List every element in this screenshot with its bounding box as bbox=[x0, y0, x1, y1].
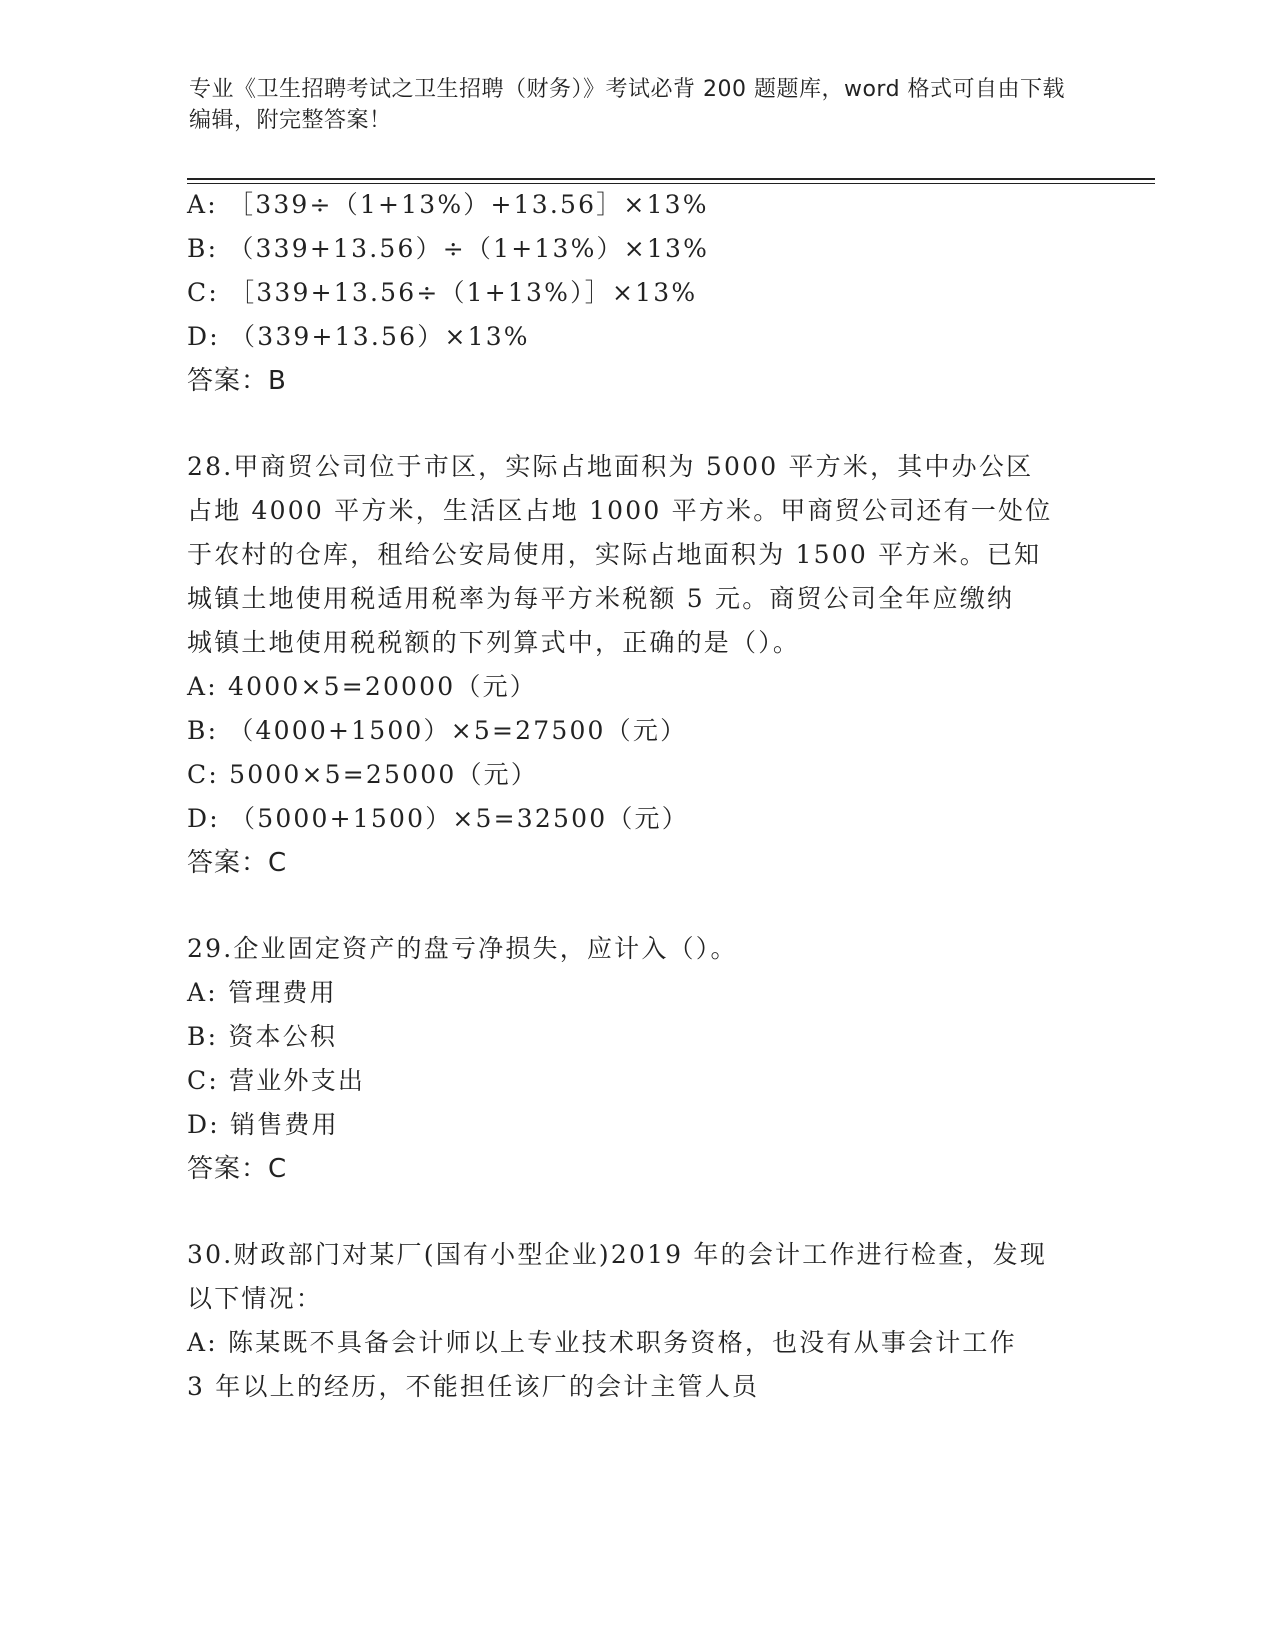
q27-option-d: D: （339+13.56）×13% bbox=[187, 322, 530, 351]
q29-answer: 答案：C bbox=[187, 1154, 288, 1184]
q30-option-a-line-2: 3 年以上的经历，不能担任该厂的会计主管人员 bbox=[187, 1372, 760, 1401]
q30-text-line-1: 30.财政部门对某厂(国有小型企业)2019 年的会计工作进行检查，发现 bbox=[187, 1240, 1048, 1269]
q29-option-d: D: 销售费用 bbox=[187, 1110, 339, 1139]
q27-option-b: B: （339+13.56）÷（1+13%）×13% bbox=[187, 234, 710, 263]
q28-text-line-2: 占地 4000 平方米，生活区占地 1000 平方米。甲商贸公司还有一处位 bbox=[187, 496, 1053, 525]
q28-option-d: D: （5000+1500）×5=32500（元） bbox=[187, 804, 689, 833]
q28-option-c: C: 5000×5=25000（元） bbox=[187, 760, 539, 789]
q27-option-c: C: ［339+13.56÷（1+13%）］×13% bbox=[187, 278, 698, 307]
q28-text-line-5: 城镇土地使用税税额的下列算式中，正确的是（）。 bbox=[187, 628, 801, 657]
q28-answer: 答案：C bbox=[187, 848, 288, 878]
header-divider bbox=[187, 178, 1155, 180]
header-divider-thin bbox=[187, 183, 1155, 184]
q28-text-line-4: 城镇土地使用税适用税率为每平方米税额 5 元。商贸公司全年应缴纳 bbox=[187, 584, 1015, 613]
q29-option-b: B: 资本公积 bbox=[187, 1022, 338, 1051]
document-header: 专业《卫生招聘考试之卫生招聘（财务）》考试必背 200 题题库，word 格式可自由下载编辑，附完整答案！ bbox=[189, 77, 1066, 133]
q28-option-b: B: （4000+1500）×5=27500（元） bbox=[187, 716, 688, 745]
q29-text-line-1: 29.企业固定资产的盘亏净损失，应计入（）。 bbox=[187, 934, 738, 963]
q29-option-c: C: 营业外支出 bbox=[187, 1066, 366, 1095]
q27-option-a: A: ［339÷（1+13%）+13.56］×13% bbox=[187, 190, 709, 219]
q30-text-line-2: 以下情况： bbox=[187, 1284, 324, 1313]
q28-text-line-1: 28.甲商贸公司位于市区，实际占地面积为 5000 平方米，其中办公区 bbox=[187, 452, 1034, 481]
q27-answer: 答案：B bbox=[187, 366, 287, 396]
q28-option-a: A: 4000×5=20000（元） bbox=[187, 672, 537, 701]
q30-option-a-line-1: A: 陈某既不具备会计师以上专业技术职务资格，也没有从事会计工作 bbox=[187, 1328, 1017, 1357]
q29-option-a: A: 管理费用 bbox=[187, 978, 337, 1007]
q28-text-line-3: 于农村的仓库，租给公安局使用，实际占地面积为 1500 平方米。已知 bbox=[187, 540, 1042, 569]
